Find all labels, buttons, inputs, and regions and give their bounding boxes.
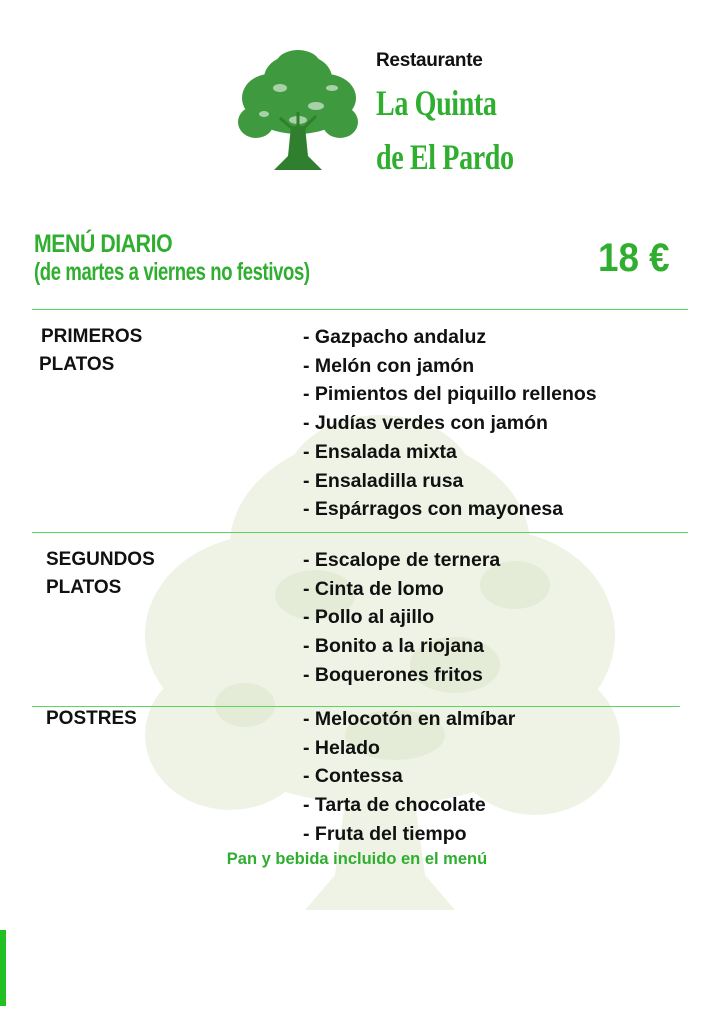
oak-tree-icon: [236, 48, 360, 176]
restaurant-name-line1: La Quinta: [376, 83, 497, 123]
menu-price: 18 €: [598, 236, 670, 280]
dish-item: - Espárragos con mayonesa: [303, 498, 564, 521]
dish-item: - Fruta del tiempo: [303, 822, 467, 845]
dish-item: - Helado: [303, 736, 380, 759]
dish-item: - Contessa: [303, 765, 403, 788]
dish-list-segundos: [303, 546, 500, 690]
restaurant-name-line2: de El Pardo: [376, 137, 514, 177]
dish-item: - Ensaladilla rusa: [303, 469, 464, 492]
dish-list-primeros: [303, 323, 597, 524]
dish-item: - Boquerones fritos: [303, 663, 483, 686]
section-label-postres: [46, 705, 137, 733]
section-label-segundos: [46, 546, 155, 602]
dish-item: - Tarta de chocolate: [303, 794, 486, 817]
divider: [32, 309, 688, 310]
dish-item: - Judías verdes con jamón: [303, 412, 548, 435]
menu-footnote: Pan y bebida incluido en el menú: [226, 850, 488, 868]
section-label-line: PLATOS: [46, 577, 122, 598]
dish-item: - Melón con jamón: [303, 354, 475, 377]
menu-title: MENÚ DIARIO: [34, 230, 173, 258]
dish-item: - Pollo al ajillo: [303, 606, 435, 629]
green-edge-marker: [0, 930, 6, 1006]
dish-list-postres: [303, 705, 515, 849]
section-label-line: POSTRES: [46, 708, 137, 729]
restaurant-label: Restaurante: [376, 50, 483, 71]
dish-item: - Pimientos del piquillo rellenos: [303, 383, 597, 406]
dish-item: - Cinta de lomo: [303, 577, 444, 600]
dish-item: - Ensalada mixta: [303, 440, 457, 463]
divider: [32, 532, 688, 533]
section-label-line: PLATOS: [39, 354, 115, 375]
dish-item: - Gazpacho andaluz: [303, 326, 487, 348]
menu-subtitle: (de martes a viernes no festivos): [34, 258, 310, 286]
dish-item: - Melocotón en almíbar: [303, 708, 516, 730]
section-label-line: SEGUNDOS: [46, 549, 155, 570]
dish-item: - Bonito a la riojana: [303, 635, 484, 658]
section-label-line: PRIMEROS: [41, 326, 143, 347]
section-label-primeros: [41, 323, 142, 379]
dish-item: - Escalope de ternera: [303, 549, 501, 571]
